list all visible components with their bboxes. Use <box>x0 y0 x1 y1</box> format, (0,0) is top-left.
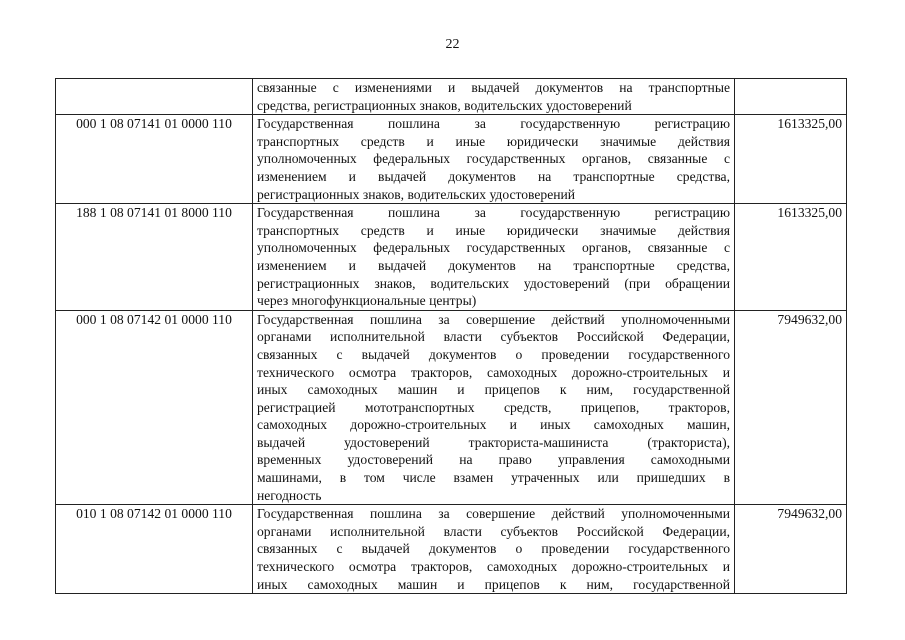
description-line: уполномоченных федеральных государственных органов, связанные с <box>257 151 730 167</box>
description-line: временных удостоверений на право управления самоходными <box>257 452 730 468</box>
description-line: Государственная пошлина за государственную регистрацию <box>257 205 730 221</box>
description-line: изменением и выдачей документов на транспортные средства, <box>257 168 730 184</box>
description-line: средства, регистрационных знаков, водительских удостоверений <box>257 97 632 113</box>
description-line: Государственная пошлина за совершение действий уполномоченными <box>257 311 730 327</box>
revenue-description-cell <box>253 204 735 311</box>
description-line: выдачей удостоверений тракториста-машиниста (тракториста), <box>257 434 730 450</box>
table-row <box>56 115 847 204</box>
description-line: связанных с выдачей документов о проведении государственного <box>257 346 730 362</box>
description-line: органами исполнительной власти субъектов Российской Федерации, <box>257 329 730 345</box>
page-number: 22 <box>445 37 460 52</box>
budget-code-cell: 188 1 08 07141 01 8000 110 <box>56 204 253 311</box>
budget-code-cell: 000 1 08 07141 01 0000 110 <box>56 115 253 204</box>
description-line: технического осмотра тракторов, самоходных дорожно-строительных и <box>257 364 730 380</box>
description-line: изменением и выдачей документов на транспортные средства, <box>257 257 730 273</box>
revenue-description-cell <box>253 115 735 204</box>
description-line: иных самоходных машин и прицепов к ним, государственной <box>257 382 730 398</box>
revenue-description-cell <box>253 310 735 505</box>
table-row <box>56 505 847 594</box>
budget-code-cell: 000 1 08 07142 01 0000 110 <box>56 310 253 505</box>
revenue-table <box>55 78 847 594</box>
table-row <box>56 310 847 505</box>
amount-cell: 1613325,00 <box>735 115 847 204</box>
table-row <box>56 79 847 115</box>
amount-cell: 1613325,00 <box>735 204 847 311</box>
table-row <box>56 204 847 311</box>
description-line: связанные с изменениями и выдачей документов на транспортные <box>257 80 730 95</box>
description-line: через многофункциональные центры) <box>257 293 477 309</box>
description-line: транспортных средств и иные юридически значимые действия <box>257 222 730 238</box>
description-line: самоходных дорожно-строительных и иных самоходных машин, <box>257 417 730 433</box>
revenue-description-cell <box>253 505 735 594</box>
description-line: транспортных средств и иные юридически значимые действия <box>257 133 730 149</box>
description-line: органами исполнительной власти субъектов Российской Федерации, <box>257 523 730 539</box>
amount-cell: 7949632,00 <box>735 310 847 505</box>
amount-cell: 7949632,00 <box>735 505 847 594</box>
description-line: уполномоченных федеральных государственных органов, связанные с <box>257 240 730 256</box>
description-line: технического осмотра тракторов, самоходных дорожно-строительных и <box>257 559 730 575</box>
description-line: иных самоходных машин и прицепов к ним, государственной <box>257 576 730 592</box>
budget-code-cell: 010 1 08 07142 01 0000 110 <box>56 505 253 594</box>
description-line: связанных с выдачей документов о проведении государственного <box>257 541 730 557</box>
description-line: Государственная пошлина за совершение действий уполномоченными <box>257 506 730 522</box>
description-line: регистрационных знаков, водительских удостоверений <box>257 186 576 202</box>
description-line: машинами, в том числе взамен утраченных или пришедших в <box>257 470 730 486</box>
description-line: Государственная пошлина за государственную регистрацию <box>257 116 730 132</box>
description-line: негодность <box>257 487 322 503</box>
budget-code-cell <box>56 79 253 115</box>
description-line: регистрацией мототранспортных средств, прицепов, тракторов, <box>257 399 730 415</box>
amount-cell <box>735 79 847 115</box>
description-line: регистрационных знаков, водительских удостоверений (при обращении <box>257 275 730 291</box>
revenue-description-cell <box>253 79 735 115</box>
